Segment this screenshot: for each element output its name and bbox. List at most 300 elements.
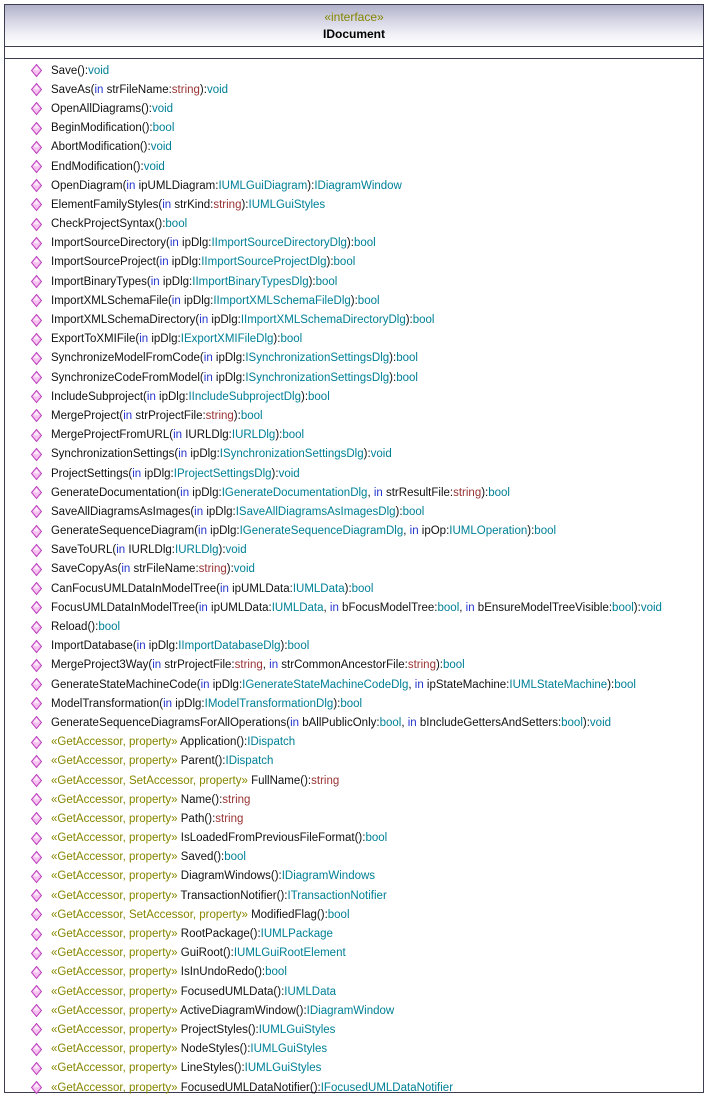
member-signature [51,679,636,691]
operation-diamond-icon [31,371,42,384]
member-signature [51,103,173,115]
signature-text: , [323,601,330,614]
member-row[interactable] [5,291,703,310]
signature-text: strProjectFile: [132,409,206,422]
operation-diamond-icon [31,467,42,480]
direction-keyword: in [200,678,210,691]
type-link[interactable]: bool [98,621,121,634]
member-signature [51,986,336,998]
member-row[interactable] [5,1078,703,1097]
type-link[interactable]: bool [353,237,376,250]
member-row[interactable] [5,944,703,963]
type-link[interactable]: bool [282,429,305,442]
operation-diamond-icon [31,621,42,634]
type-link[interactable]: IUMLGuiStyles [244,1062,322,1075]
primitive-type: string [205,409,234,422]
operation-diamond-icon [31,908,42,921]
member-row[interactable] [5,349,703,368]
type-link[interactable]: bool [280,333,303,346]
type-link[interactable]: bool [488,486,510,499]
signature-text: ipDlg: [209,678,243,691]
member-signature [51,966,287,978]
member-signature [51,314,435,326]
type-link[interactable]: IUMLGuiStyles [258,1023,336,1036]
member-signature [51,1005,394,1017]
operation-diamond-icon [31,985,42,998]
member-stereotype: «GetAccessor, SetAccessor, property» [51,908,248,921]
member-signature [51,276,337,288]
member-row[interactable] [5,464,703,483]
direction-keyword: in [146,390,156,403]
direction-keyword: in [126,179,136,192]
type-link[interactable]: void [233,563,255,576]
type-link[interactable]: IDiagramWindows [281,870,376,883]
type-link[interactable]: IImportXMLSchemaDirectoryDlg [240,314,406,327]
operation-diamond-icon [31,947,42,960]
type-link[interactable]: bool [365,832,388,845]
type-link[interactable]: void [206,83,229,96]
type-link[interactable]: void [88,64,110,77]
operation-diamond-icon [31,1062,42,1075]
signature-text: BeginModification(): [51,122,153,135]
signature-text: ): [241,198,249,211]
type-link[interactable]: ISynchronizationSettingsDlg [245,352,390,365]
member-row[interactable] [5,560,703,579]
type-link[interactable]: bool [402,505,425,518]
member-signature [51,506,424,518]
type-link[interactable]: IUMLStateMachine [509,678,608,691]
member-signature [51,602,662,614]
type-link[interactable]: ISaveAllDiagramsAsImagesDlg [235,505,396,518]
operation-diamond-icon [31,64,42,77]
member-signature [51,775,339,787]
member-signature [51,161,165,173]
signature-text: ipUMLData: [207,601,272,614]
type-link[interactable]: bool [614,678,636,691]
member-signature [51,333,302,345]
type-link[interactable]: bool [165,218,188,231]
member-signature [51,947,346,959]
signature-text: , [262,659,270,672]
member-row[interactable] [5,1040,703,1059]
member-stereotype: «GetAccessor, property» [51,812,178,825]
signature-text: strCommonAncestorFile: [278,659,408,672]
member-stereotype: «GetAccessor, property» [51,1023,178,1036]
signature-text: ): [275,429,283,442]
signature-text: ): [344,582,352,595]
type-link[interactable]: IUMLData [271,601,324,614]
type-link[interactable]: IUMLGuiStyles [250,1043,328,1056]
member-stereotype: «GetAccessor, property» [51,832,178,845]
operation-diamond-icon [31,102,42,115]
operation-diamond-icon [31,812,42,825]
signature-text: ipDlg: [148,333,181,346]
member-signature [51,256,355,268]
operation-diamond-icon [31,390,42,403]
type-link[interactable]: bool [308,390,330,403]
operation-diamond-icon [31,928,42,941]
type-link[interactable]: IUMLPackage [260,928,333,941]
member-row[interactable] [5,809,703,828]
member-stereotype: «GetAccessor, property» [51,755,178,768]
signature-text: FullName(): [247,774,312,787]
type-link[interactable]: bool [240,409,263,422]
direction-keyword: in [163,697,173,710]
member-row[interactable] [5,1059,703,1078]
member-signature [51,890,387,902]
direction-keyword: in [123,409,133,422]
signature-text: ipDlg: [141,467,174,480]
type-link[interactable]: bool [357,294,380,307]
direction-keyword: in [173,429,183,442]
class-header[interactable] [5,5,703,47]
type-link[interactable]: IDiagramWindow [314,179,402,192]
signature-text: ipDlg: [212,352,246,365]
operation-diamond-icon [31,640,42,653]
signature-text: ipStateMachine: [423,678,510,691]
signature-text: strFileName: [130,563,199,576]
type-link[interactable]: IUMLOperation [449,525,528,538]
operation-diamond-icon [31,218,42,231]
type-link[interactable]: bool [443,659,465,672]
member-signature [51,640,309,652]
member-row[interactable] [5,617,703,636]
type-link[interactable]: void [278,467,300,480]
signature-text: GenerateDocumentation( [51,486,181,499]
type-link[interactable]: IImportSourceProjectDlg [201,256,327,269]
operation-diamond-icon [31,429,42,442]
member-row[interactable] [5,61,703,80]
attributes-compartment [5,47,703,59]
signature-text: LineStyles(): [177,1062,245,1075]
member-stereotype: «GetAccessor, property» [51,889,178,902]
type-link[interactable]: IUMLGuiDiagram [218,179,308,192]
member-row[interactable] [5,119,703,138]
type-link[interactable]: bool [561,716,583,729]
type-link[interactable]: IImportXMLSchemaFileDlg [213,294,351,307]
operation-diamond-icon [31,774,42,787]
operation-diamond-icon [31,678,42,691]
member-row[interactable] [5,1020,703,1039]
direction-keyword: in [162,198,172,211]
operation-diamond-icon [31,889,42,902]
type-link[interactable]: bool [379,716,402,729]
type-link[interactable]: IUMLGuiRootElement [233,947,346,960]
direction-keyword: in [180,486,190,499]
member-row[interactable] [5,752,703,771]
direction-keyword: in [150,275,160,288]
signature-text: NodeStyles(): [177,1043,251,1056]
member-row[interactable] [5,1001,703,1020]
member-signature [51,295,380,307]
type-link[interactable]: IUMLData [292,582,345,595]
operation-diamond-icon [31,716,42,729]
type-link[interactable]: void [225,544,247,557]
type-link[interactable]: IImportBinaryTypesDlg [192,275,309,288]
member-signature [51,372,418,384]
type-link[interactable]: bool [327,908,350,921]
member-row[interactable] [5,234,703,253]
direction-keyword: in [152,659,162,672]
member-stereotype: «GetAccessor, property» [51,947,178,960]
type-link[interactable]: IURLDlg [175,544,219,557]
type-link[interactable]: bool [333,256,356,269]
type-link[interactable]: IImportDatabaseDlg [178,640,281,653]
type-link[interactable]: bool [351,582,374,595]
primitive-type: string [453,486,482,499]
signature-text: ): [363,448,371,461]
member-row[interactable] [5,656,703,675]
primitive-type: string [198,563,227,576]
operation-diamond-icon [31,659,42,672]
signature-text: , [367,486,374,499]
member-stereotype: «GetAccessor, property» [51,928,178,941]
type-link[interactable]: void [589,716,612,729]
operation-diamond-icon [31,448,42,461]
member-row[interactable] [5,982,703,1001]
signature-text: FocusUMLDataInModelTree( [51,601,199,614]
member-row[interactable] [5,963,703,982]
signature-text: AbortModification(): [51,141,151,154]
direction-keyword: in [290,716,300,729]
signature-text: IsLoadedFromPreviousFileFormat(): [177,832,366,845]
member-signature [51,410,263,422]
direction-keyword: in [373,486,383,499]
member-row[interactable] [5,522,703,541]
direction-keyword: in [199,314,209,327]
signature-text: SaveAs( [51,83,95,96]
signature-text: ipDlg: [203,505,236,518]
signature-text: ModelTransformation( [51,697,164,710]
signature-text: MergeProject3Way( [51,659,153,672]
type-link[interactable]: void [370,448,392,461]
signature-text: ): [333,697,341,710]
member-row[interactable] [5,598,703,617]
member-row[interactable] [5,80,703,99]
member-row[interactable] [5,829,703,848]
member-row[interactable] [5,406,703,425]
type-link[interactable]: IGenerateStateMachineCodeDlg [242,678,409,691]
member-row[interactable] [5,387,703,406]
member-row[interactable] [5,445,703,464]
member-row[interactable] [5,867,703,886]
member-signature [51,813,243,825]
signature-text: EndModification(): [51,160,144,173]
signature-text: Name(): [177,793,223,806]
direction-keyword: in [414,678,424,691]
signature-text: ): [280,640,288,653]
type-link[interactable]: IDispatch [247,736,296,749]
signature-text: ipDlg: [155,390,189,403]
type-link[interactable]: IURLDlg [231,429,276,442]
signature-text: SynchronizationSettings( [51,448,179,461]
signature-text: , [459,601,466,614]
direction-keyword: in [409,525,419,538]
uml-interface-node[interactable] [4,4,704,1093]
type-link[interactable]: IFocusedUMLDataNotifier [320,1081,454,1094]
signature-text: ImportBinaryTypes( [51,275,151,288]
primitive-type: string [222,793,251,806]
member-row[interactable] [5,905,703,924]
type-link[interactable]: void [151,102,174,115]
type-link[interactable]: void [150,141,172,154]
member-row[interactable] [5,253,703,272]
type-link[interactable]: bool [224,851,246,864]
type-link[interactable]: void [143,160,165,173]
member-row[interactable] [5,502,703,521]
member-row[interactable] [5,790,703,809]
type-link[interactable]: ITransactionNotifier [287,889,387,902]
member-stereotype: «GetAccessor, property» [51,736,178,749]
member-row[interactable] [5,138,703,157]
direction-keyword: in [203,371,213,384]
signature-text: OpenAllDiagrams(): [51,102,152,115]
direction-keyword: in [159,256,169,269]
member-stereotype: «GetAccessor, property» [51,966,178,979]
member-row[interactable] [5,848,703,867]
type-link[interactable]: IUMLData [284,985,337,998]
member-signature [51,391,330,403]
type-link[interactable]: IModelTransformationDlg [204,697,334,710]
signature-text: SaveAllDiagramsAsImages( [51,505,195,518]
member-row[interactable] [5,694,703,713]
type-link[interactable]: bool [315,275,338,288]
signature-text: Reload(): [51,621,99,634]
direction-keyword: in [121,563,131,576]
type-link[interactable]: bool [396,371,418,384]
signature-text: ipDlg: [208,314,241,327]
signature-text: FocusedUMLData(): [177,985,285,998]
operation-diamond-icon [31,1081,42,1094]
type-link[interactable]: IIncludeSubprojectDlg [188,390,301,403]
operation-diamond-icon [31,256,42,269]
member-signature [51,851,246,863]
member-signature [51,698,362,710]
member-row[interactable] [5,310,703,329]
type-link[interactable]: bool [287,640,310,653]
type-link[interactable]: bool [437,601,460,614]
signature-text: SaveCopyAs( [51,563,122,576]
signature-text: ): [389,371,397,384]
type-link[interactable]: bool [612,601,634,614]
direction-keyword: in [203,352,213,365]
signature-text: ): [273,333,281,346]
type-link[interactable]: IDiagramWindow [306,1004,395,1017]
member-row[interactable] [5,483,703,502]
primitive-type: string [311,774,340,787]
operation-diamond-icon [31,275,42,288]
member-row[interactable] [5,426,703,445]
member-signature [51,1043,327,1055]
type-link[interactable]: IProjectSettingsDlg [173,467,272,480]
type-link[interactable]: IExportXMIFileDlg [180,333,274,346]
signature-text: ImportXMLSchemaFile( [51,294,172,307]
type-link[interactable]: bool [152,122,175,135]
type-link[interactable]: bool [265,966,287,979]
type-link[interactable]: bool [534,525,557,538]
signature-text: strFileName: [103,83,172,96]
primitive-type: string [407,659,436,672]
signature-text: ImportSourceProject( [51,256,160,269]
signature-text: , [408,678,415,691]
type-link[interactable]: IGenerateSequenceDiagramDlg [239,525,404,538]
type-link[interactable]: ISynchronizationSettingsDlg [245,371,390,384]
operation-diamond-icon [31,122,42,135]
direction-keyword: in [136,640,146,653]
member-row[interactable] [5,368,703,387]
member-row[interactable] [5,771,703,790]
direction-keyword: in [198,601,208,614]
type-link[interactable]: bool [340,697,363,710]
member-row[interactable] [5,215,703,234]
signature-text: ): [271,467,279,480]
member-row[interactable] [5,637,703,656]
member-row[interactable] [5,330,703,349]
type-link[interactable]: IUMLGuiStyles [248,198,326,211]
member-row[interactable] [5,195,703,214]
operation-diamond-icon [31,179,42,192]
signature-text: MergeProject( [51,409,124,422]
member-row[interactable] [5,713,703,732]
signature-text: ): [607,678,615,691]
primitive-type: string [213,198,242,211]
member-row[interactable] [5,176,703,195]
member-row[interactable] [5,99,703,118]
signature-text: ipDlg: [159,275,193,288]
operation-diamond-icon [31,544,42,557]
member-row[interactable] [5,541,703,560]
direction-keyword: in [169,237,179,250]
stereotype-label: «interface» [324,10,384,24]
signature-text: SynchronizeCodeFromModel( [51,371,204,384]
signature-text: ProjectStyles(): [177,1023,259,1036]
member-row[interactable] [5,272,703,291]
member-signature [51,583,373,595]
member-row[interactable] [5,886,703,905]
type-link[interactable]: ISynchronizationSettingsDlg [219,448,364,461]
member-row[interactable] [5,675,703,694]
member-stereotype: «GetAccessor, property» [51,1043,178,1056]
member-row[interactable] [5,924,703,943]
member-signature [51,487,510,499]
member-stereotype: «GetAccessor, property» [51,870,178,883]
member-row[interactable] [5,157,703,176]
type-link[interactable]: IDispatch [225,755,274,768]
signature-text: Parent(): [177,755,226,768]
member-row[interactable] [5,579,703,598]
signature-text: ImportDatabase( [51,640,137,653]
signature-text: ): [481,486,489,499]
type-link[interactable]: IGenerateDocumentationDlg [221,486,368,499]
operation-diamond-icon [31,505,42,518]
signature-text: CanFocusUMLDataInModelTree( [51,582,220,595]
type-link[interactable]: IImportSourceDirectoryDlg [211,237,347,250]
operation-diamond-icon [31,832,42,845]
operation-diamond-icon [31,851,42,864]
member-signature [51,832,387,844]
signature-text: GuiRoot(): [177,947,234,960]
type-link[interactable]: bool [412,314,435,327]
member-row[interactable] [5,733,703,752]
member-signature [51,794,250,806]
operation-diamond-icon [31,563,42,576]
direction-keyword: in [132,467,142,480]
signature-text: ImportXMLSchemaDirectory( [51,314,200,327]
operations-compartment [5,59,703,1097]
signature-text: ExportToXMIFile( [51,333,140,346]
type-link[interactable]: void [640,601,662,614]
type-link[interactable]: bool [396,352,418,365]
